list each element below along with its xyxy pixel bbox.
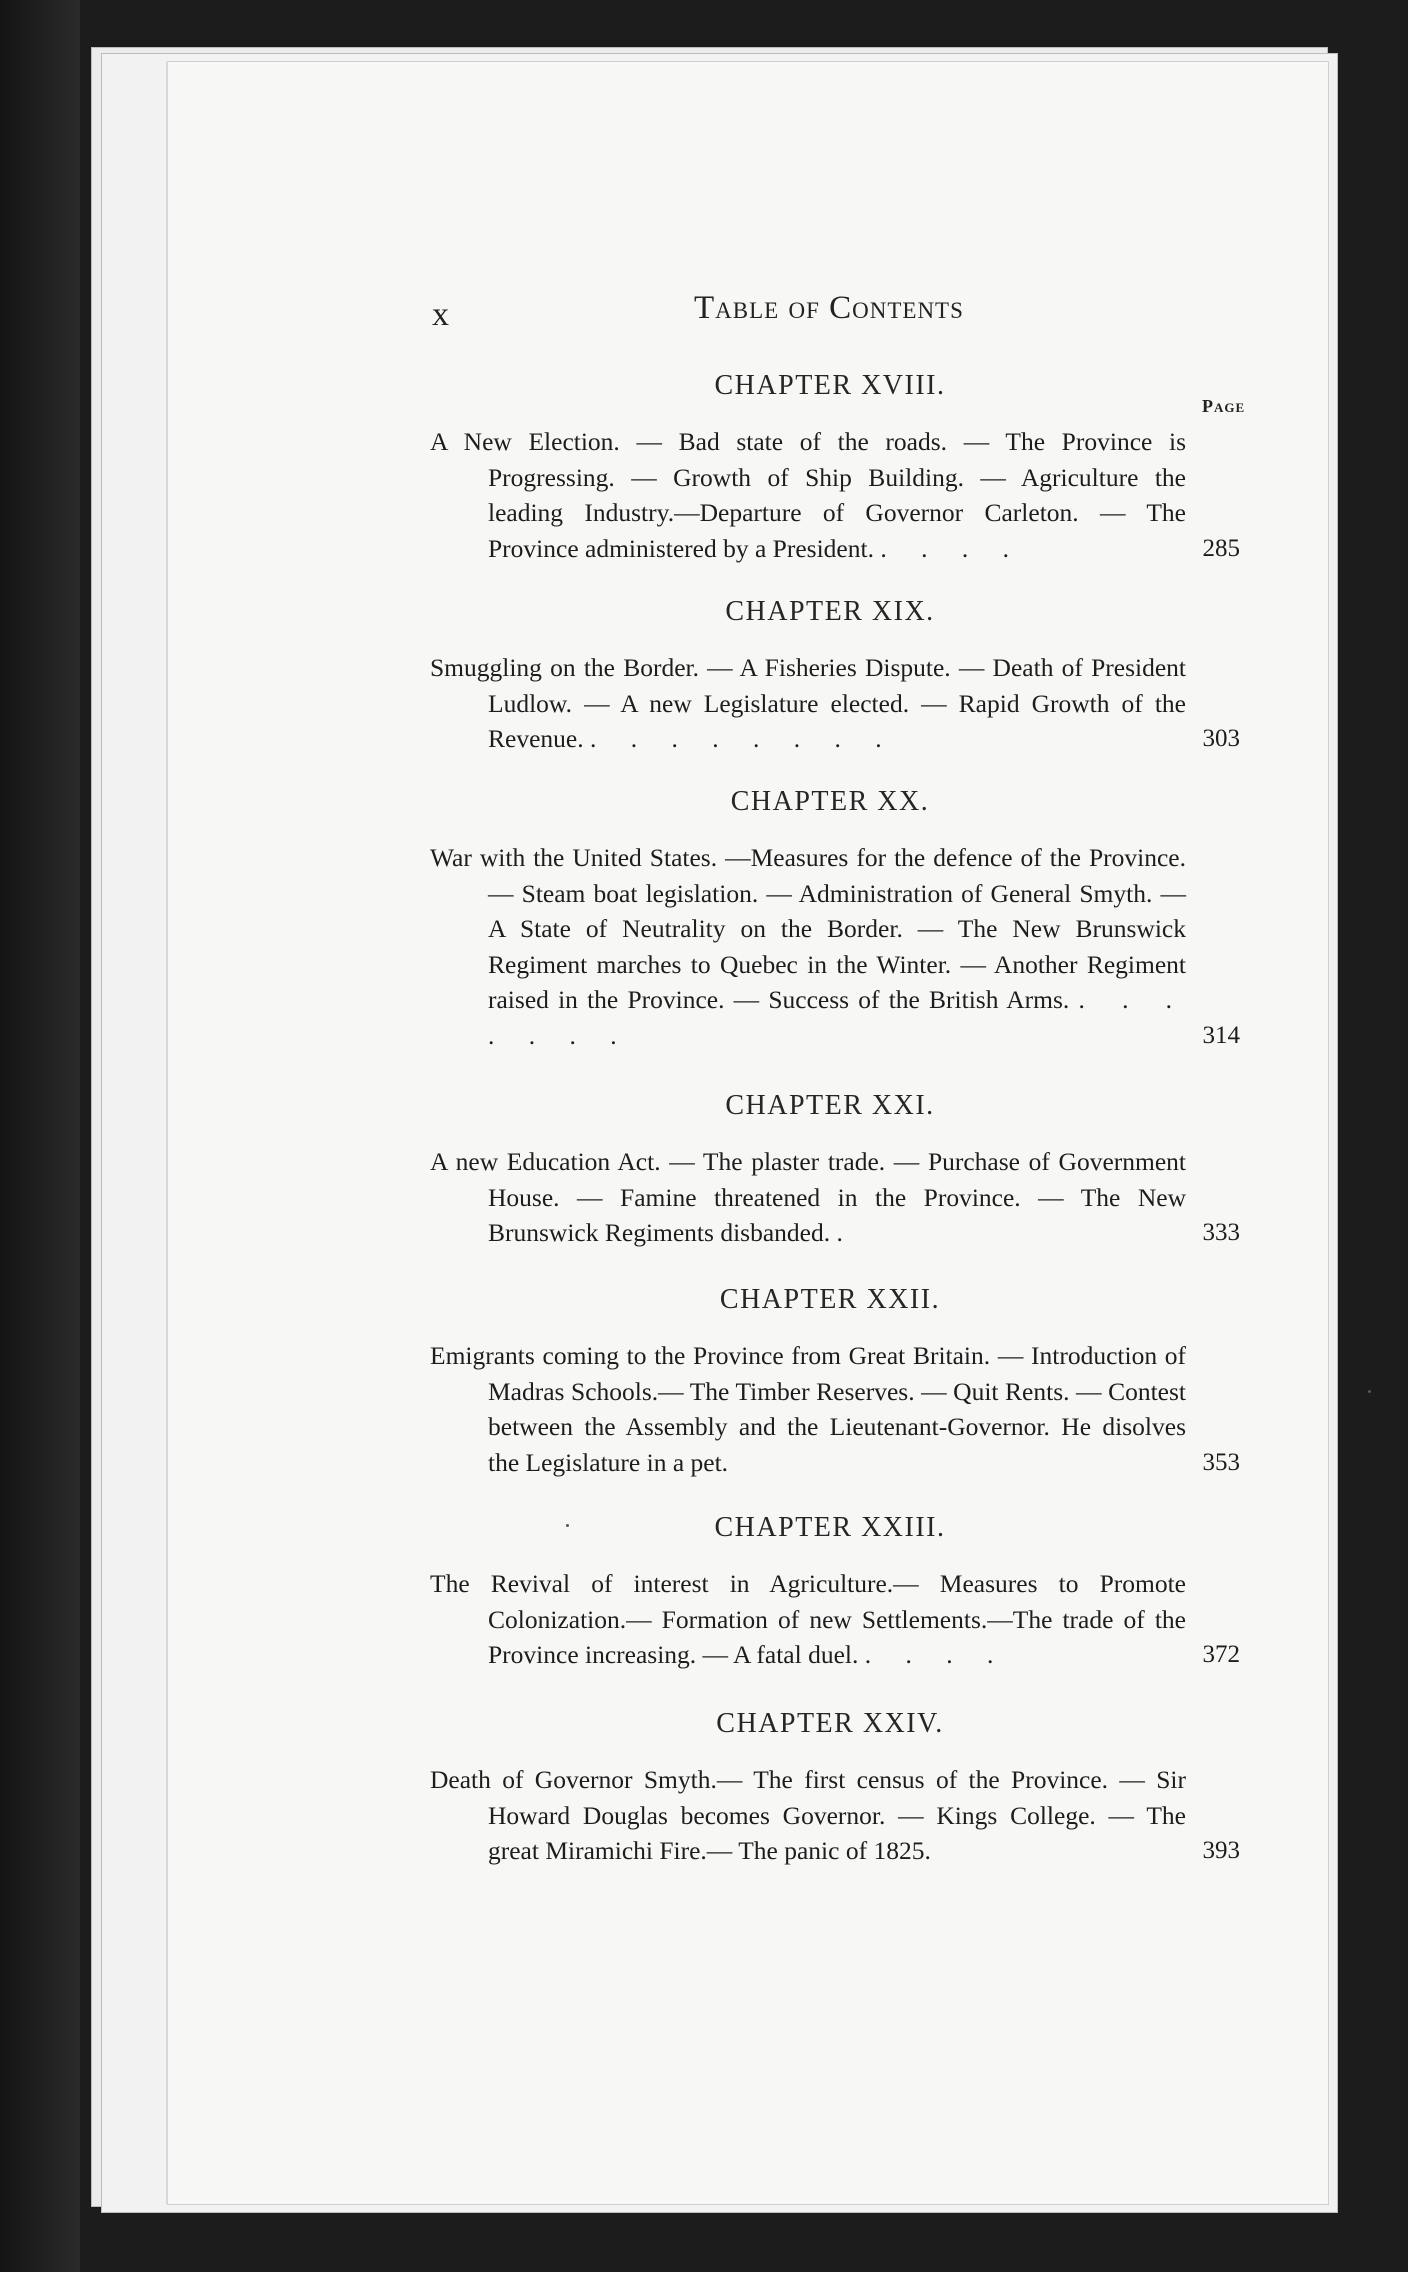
chapter-block-xx [430,786,1240,1053]
chapter-page-number: 393 [1202,1837,1240,1864]
chapter-page-number: 285 [1202,534,1240,562]
dot-leaders: . . . . . . . [488,985,1187,1050]
chapter-summary: Death of Governor Smyth.— The first census of the Province. — Sir Howard Douglas becomes Governor. — Kings College. — The great Miramichi Fire.— The panic of 1825. [430,1765,1186,1865]
running-title: Table of Contents [694,290,964,326]
chapter-summary: The Revival of interest in Agriculture.— Measures to Promote Colonization.— Formation of new Settlements.—The trade of the Province increasing. — A fatal duel. [430,1569,1186,1669]
chapter-block-xviii [430,370,1240,566]
chapter-heading: CHAPTER XX. [730,786,930,817]
chapter-heading: CHAPTER XXIV. [716,1708,944,1739]
chapter-page-number: 333 [1202,1219,1240,1246]
chapter-entry [430,424,1240,566]
dot-leaders: . . . . [880,533,1023,563]
chapter-entry [430,650,1240,757]
dot-leaders: . [836,1218,857,1247]
chapter-page-number: 314 [1202,1021,1240,1049]
page-number-header: x [432,296,449,333]
paper-speck [566,1524,569,1527]
background-left [0,0,80,2272]
dot-leaders: . . . . . . . . [589,724,896,753]
chapter-heading: CHAPTER XVIII. [714,370,946,401]
chapter-block-xix [430,596,1240,757]
chapter-block-xxi [430,1090,1240,1251]
chapter-entry [430,1144,1240,1251]
chapter-summary: War with the United States. —Measures for the defence of the Province. — Steam boat legislation. — Administration of General Smyth. — A State of Neutrality on the Border. — The New Brunswick Regiment marches to Quebec in the Winter. — Another Regiment raised in the Province. — Success of the British Arms. [430,843,1186,1014]
chapter-block-xxiv [430,1708,1240,1869]
chapter-summary: Emigrants coming to the Province from Great Britain. — Introduction of Madras Schools.— The Timber Reserves. — Quit Rents. — Contest between the Assembly and the Lieutenant-Governor. He disolves the Legislature in a pet. [430,1341,1186,1477]
chapter-entry [430,840,1240,1053]
chapter-heading: CHAPTER XXII. [719,1284,941,1315]
chapter-page-number: 372 [1202,1641,1240,1668]
chapter-entry [430,1338,1240,1480]
chapter-page-number: 353 [1202,1448,1240,1476]
page-column-label: Page [1202,396,1246,416]
dot-leaders: . . . . [864,1640,1008,1669]
chapter-page-number: 303 [1202,725,1240,752]
chapter-heading: CHAPTER XXIII. [714,1512,946,1543]
chapter-summary: A new Education Act. — The plaster trade. — Purchase of Government House. — Famine threatened in the Province. — The New Brunswick Regiments disbanded. [430,1147,1186,1247]
chapter-block-xxii [430,1284,1240,1480]
chapter-heading: CHAPTER XXI. [725,1090,935,1121]
chapter-heading: CHAPTER XIX. [725,596,935,627]
chapter-entry [430,1762,1240,1869]
chapter-entry [430,1566,1240,1673]
chapter-summary: Smuggling on the Border. — A Fisheries Dispute. — Death of President Ludlow. — A new Legislature elected. — Rapid Growth of the Revenue. [430,653,1186,753]
paper-speck [1368,1390,1371,1393]
chapter-block-xxiii [430,1512,1240,1673]
chapter-summary: A New Election. — Bad state of the roads. — The Province is Progressing. — Growth of Ship Building. — Agriculture the leading Industry.—Departure of Governor Carleton. — The Province administered by a President. [430,427,1186,563]
